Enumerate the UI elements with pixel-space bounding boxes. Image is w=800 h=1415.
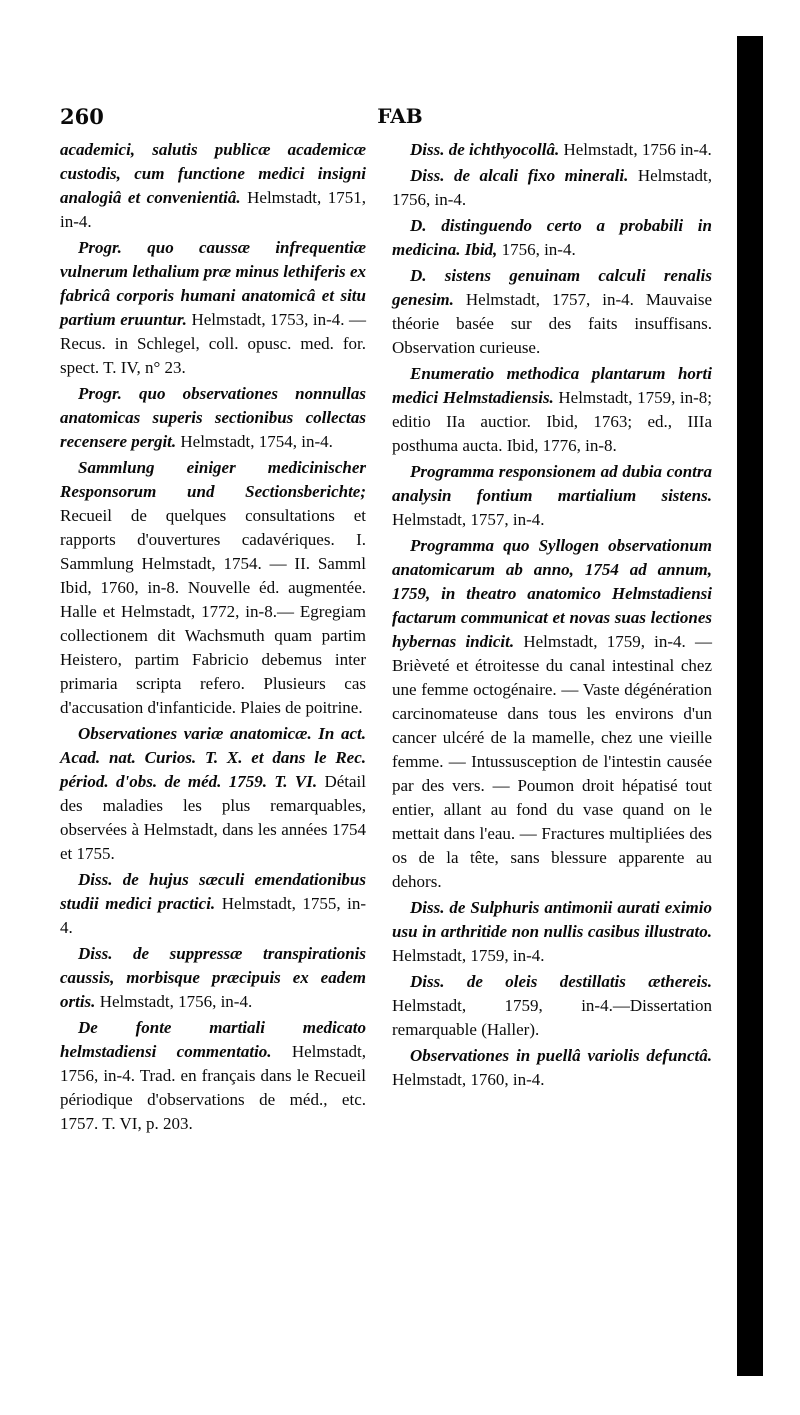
entry-title: Diss. de alcali fixo minerali. [410, 166, 629, 185]
entry-title: Enumeratio methodica plantarum horti medici Helmstadiensis. [392, 364, 712, 407]
bibliography-entry [60, 942, 366, 1014]
bibliography-entry [60, 456, 366, 720]
entry-details: Helmstadt, 1759, in-4.—Dissertation remarquable (Haller). [392, 996, 712, 1039]
entry-title: D. distinguendo certo a probabili in medicina. Ibid, [392, 216, 712, 259]
running-head: FAB [377, 104, 423, 128]
entry-details: Helmstadt, 1759, in-4. [392, 946, 545, 965]
bibliography-entry [392, 460, 712, 532]
entry-title: De fonte martiali medicato helmstadiensi commentatio. [60, 1018, 366, 1061]
entry-details: Helmstadt, 1760, in-4. [392, 1070, 545, 1089]
entry-details: Recueil de quelques consultations et rapports d'ouvertures cadavériques. I. Sammlung Helmstadt, 1754. — II. Samml Ibid, 1760, in-8. Nouvelle éd. augmentée. Halle et Helmstadt, 1772, in-8.— Egregiam collectionem dit Wachsmuth quam partim Heistero, partim Fabricio debemus inter primaria scripta refero. Plusieurs cas d'accusation d'infanticide. Plaies de poitrine. [60, 506, 366, 717]
bibliography-entry [60, 722, 366, 866]
entry-details: Helmstadt, 1757, in-4. Mauvaise théorie basée sur des faits insuffisans. Observation curieuse. [392, 290, 712, 357]
bibliography-entry [60, 138, 366, 234]
bibliography-entry [392, 138, 712, 162]
entry-details: Helmstadt, 1755, in-4. [60, 894, 367, 937]
entry-title: Programma quo Syllogen observationum anatomicarum ab anno, 1754 ad annum, 1759, in theatro anatomico Helmstadiensi factarum communicat et novas suas lectiones hybernas indicit. [392, 536, 712, 651]
entry-title: Progr. quo caussæ infrequentiæ vulnerum lethalium præ minus lethiferis ex fabricâ corporis humani anatomicâ et situ partium eruuntur. [60, 238, 366, 329]
entry-title: Diss. de hujus sæculi emendationibus studii medici practici. [60, 870, 366, 913]
entry-details: Helmstadt, 1756, in-4. [99, 992, 253, 1011]
entry-details: 1756, in-4. [501, 240, 576, 259]
entry-details: Helmstadt, 1756, in-4. [392, 166, 712, 209]
bibliography-entry [392, 1044, 712, 1092]
bibliography-entry [392, 362, 712, 458]
page-edge-shadow [737, 36, 763, 1376]
entry-title: Diss. de oleis destillatis æthereis. [410, 972, 712, 991]
bibliography-entry [60, 382, 366, 454]
bibliography-entry [60, 236, 366, 380]
bibliography-entry [392, 264, 712, 360]
entry-title: Diss. de Sulphuris antimonii aurati eximio usu in arthritide non nullis casibus illustrato. [392, 898, 712, 941]
entry-title: Diss. de ichthyocollâ. [410, 140, 560, 159]
entry-details: Helmstadt, 1759, in-8; editio IIa auctior. Ibid, 1763; ed., IIIa posthuma aucta. Ibid, 1776, in-8. [392, 388, 713, 455]
entry-details: Helmstadt, 1756, in-4. Trad. en français dans le Recueil périodique d'observations de méd., etc. 1757. T. VI, p. 203. [60, 1042, 366, 1133]
entry-title: Sammlung einiger medicinischer Responsorum und Sectionsberichte; [60, 458, 366, 501]
entry-details: Helmstadt, 1754, in-4. [180, 432, 333, 451]
entry-title: Programma responsionem ad dubia contra analysin fontium martialium sistens. [392, 462, 712, 505]
entry-details: Détail des maladies les plus remarquables, observées à Helmstadt, dans les années 1754 et 1755. [60, 772, 366, 863]
entry-title: D. sistens genuinam calculi renalis genesim. [392, 266, 712, 309]
bibliography-entry [392, 214, 712, 262]
right-column [392, 138, 712, 1094]
entry-details: Helmstadt, 1751, in-4. [60, 188, 366, 231]
bibliography-entry [60, 1016, 366, 1136]
entry-title: Progr. quo observationes nonnullas anatomicas superis sectionibus collectas recensere pergit. [60, 384, 366, 451]
entry-title: Observationes in puellâ variolis defunctâ. [410, 1046, 712, 1065]
entry-title: academici, salutis publicæ academicæ custodis, cum functione medici insigni analogiâ et convenientiâ. [60, 140, 366, 207]
bibliography-entry [392, 896, 712, 968]
bibliography-entry [392, 534, 712, 894]
bibliography-entry [60, 868, 366, 940]
page-number: 260 [60, 104, 104, 129]
entry-details: Helmstadt, 1753, in-4. — Recus. in Schlegel, coll. opusc. med. for. spect. T. IV, n° 23. [60, 310, 367, 377]
left-column [60, 138, 366, 1138]
bibliography-entry [392, 970, 712, 1042]
entry-title: Diss. de suppressæ transpirationis caussis, morbisque præcipuis ex eadem ortis. [60, 944, 366, 1011]
entry-details: Helmstadt, 1759, in-4. — Brièveté et étroitesse du canal intestinal chez une femme octogénaire. — Vaste dégénération carcinomateuse dans tous les environs d'un cancer ulcéré de la mamelle, chez une vieille femme. — Intussusception de l'intestin causée par des vers. — Poumon droit hépatisé tout entier, allant au fond du vase quand on le mettait dans l'eau. — Fractures multipliées des os de la tête, sans blessure apparente au dehors. [392, 632, 713, 891]
entry-details: Helmstadt, 1756 in-4. [563, 140, 712, 159]
bibliography-entry [392, 164, 712, 212]
entry-title: Observationes variæ anatomicæ. In act. Acad. nat. Curios. T. X. et dans le Rec. périod. d'obs. de méd. 1759. T. VI. [60, 724, 366, 791]
entry-details: Helmstadt, 1757, in-4. [392, 510, 545, 529]
